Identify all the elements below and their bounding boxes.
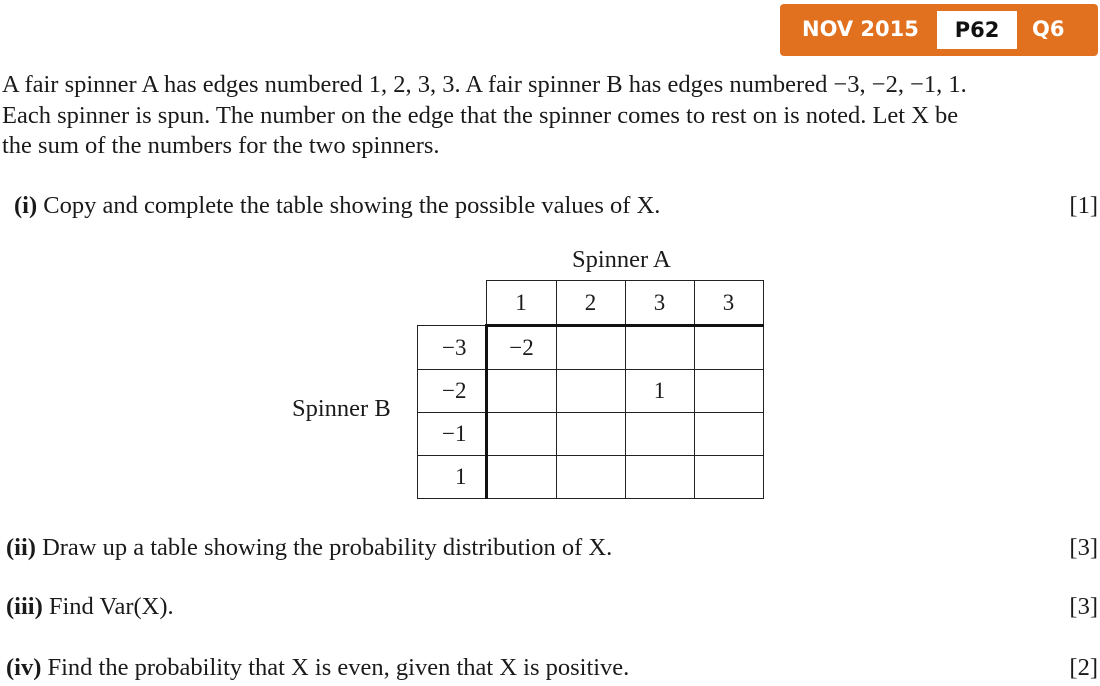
session-label: NOV 2015 [802,17,919,41]
table-row [418,413,764,456]
paper-label: P62 [937,11,1017,49]
table-cell [625,456,694,499]
part-text: Draw up a table showing the probability distribution of X. [42,534,613,561]
table-row [418,370,764,413]
column-header: 3 [625,281,694,326]
table-cell: −2 [486,326,556,370]
question-badge [780,4,1098,56]
row-header: −2 [418,370,487,413]
table-cell [556,413,625,456]
table-row [418,456,764,499]
spinner-a-label: Spinner A [572,246,671,273]
intro-line: Each spinner is spun. The number on the edge that the spinner comes to rest on is noted. Let X be [2,101,959,129]
table-row [418,326,764,370]
part-number: (iv) [6,654,48,681]
column-header: 2 [556,281,625,326]
row-header: −3 [418,326,487,370]
table-cell [486,370,556,413]
table-cell [556,326,625,370]
part-marks: [3] [1069,534,1098,561]
table-cell: 1 [625,370,694,413]
spinner-b-label: Spinner B [292,395,391,422]
part-text: Copy and complete the table showing the possible values of X. [43,192,661,219]
question-number: Q6 [1032,17,1065,41]
part-number: (iii) [6,593,49,620]
table-cell [625,326,694,370]
table-cell [486,413,556,456]
table-cell [694,326,763,370]
table-cell [556,370,625,413]
table-cell [556,456,625,499]
question-intro [2,70,1100,162]
part-number: (i) [14,192,44,219]
part-number: (ii) [6,534,43,561]
part-marks: [2] [1069,654,1098,681]
table-cell [694,456,763,499]
table-cell [486,456,556,499]
part-i [14,192,1100,224]
row-header: −1 [418,413,487,456]
part-marks: [1] [1069,192,1098,219]
table-cell [625,413,694,456]
intro-line: the sum of the numbers for the two spinners. [2,132,440,159]
table-header-row [418,281,764,326]
column-header: 1 [486,281,556,326]
part-text: Find the probability that X is even, given that X is positive. [47,654,630,681]
part-ii [6,534,1100,566]
part-iv [6,654,1100,686]
column-header: 3 [694,281,763,326]
table-corner [418,281,487,326]
values-table [417,280,764,499]
intro-line: A fair spinner A has edges numbered 1, 2, 3, 3. A fair spinner B has edges numbered −3, −2, −1, 1. [2,71,967,98]
table-cell [694,413,763,456]
table-cell [694,370,763,413]
part-marks: [3] [1069,593,1098,620]
part-iii [6,593,1100,625]
row-header: 1 [418,456,487,499]
part-text: Find Var(X). [48,593,174,620]
